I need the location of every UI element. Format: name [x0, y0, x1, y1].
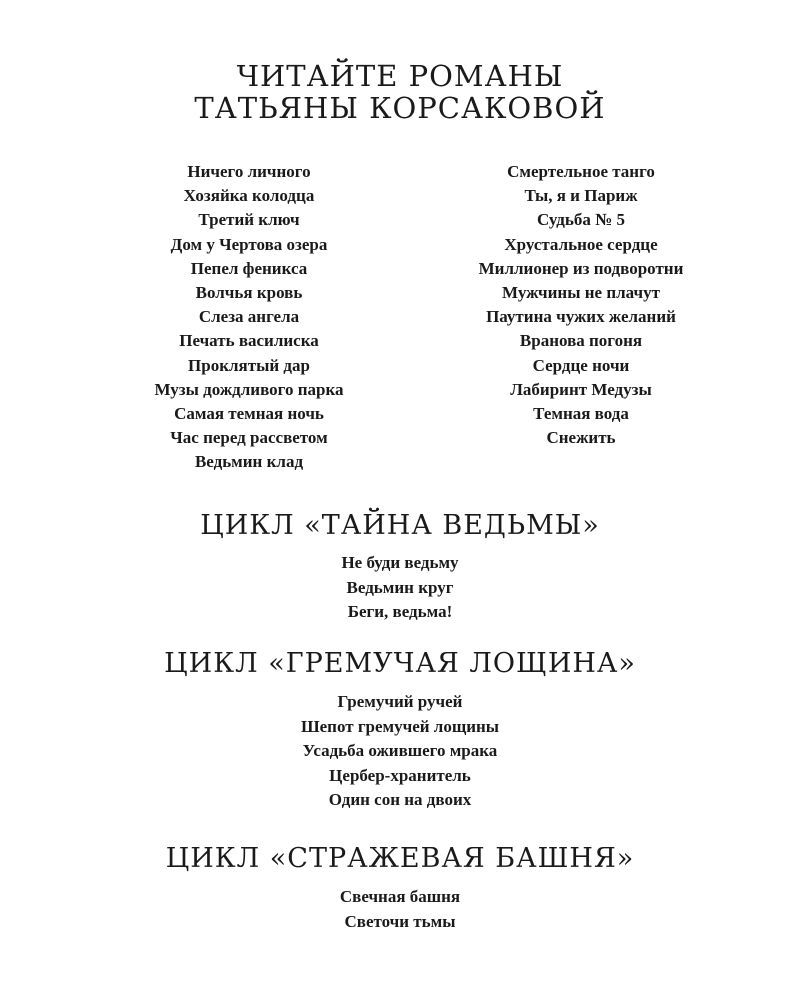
- novel-title: Судьба № 5: [537, 210, 625, 230]
- novel-title: Мужчины не плачут: [502, 283, 660, 303]
- page-title-line-2: ТАТЬЯНЫ КОРСАКОВОЙ: [194, 91, 606, 125]
- cycle-book-title: Ведьмин круг: [346, 577, 454, 597]
- cycle-book-title: Один сон на двоих: [328, 790, 472, 809]
- cycle-book-title: Шепот гремучей лощины: [300, 716, 500, 736]
- novel-title: Смертельное танго: [507, 162, 655, 181]
- novels-list-left: [79, 160, 419, 475]
- cycle-heading-rattling-hollow: ЦИКЛ «ГРЕМУЧАЯ ЛОЩИНА»: [164, 648, 636, 679]
- cycle-book-title: Свечная башня: [339, 887, 461, 906]
- cycle-book-title: Цербер-хранитель: [329, 765, 471, 785]
- novel-title: Проклятый дар: [188, 355, 310, 375]
- novel-title: Сердце ночи: [532, 355, 630, 375]
- cycle-books-guard-tower: [0, 885, 800, 934]
- novel-title: Снежить: [546, 428, 616, 448]
- cycle-books-rattling-hollow: [0, 690, 800, 813]
- novel-title: Паутина чужих желаний: [486, 307, 676, 327]
- novel-title: Ведьмин клад: [194, 452, 304, 472]
- cycle-book-title: Усадьба ожившего мрака: [302, 741, 498, 760]
- cycle-heading-witch-secret: ЦИКЛ «ТАЙНА ВЕДЬМЫ»: [200, 510, 600, 541]
- novel-title: Самая темная ночь: [174, 404, 324, 424]
- page-title: [0, 60, 800, 124]
- cycle-book-title: Не буди ведьму: [341, 553, 459, 572]
- page-title-line-1: ЧИТАЙТЕ РОМАНЫ: [236, 59, 564, 93]
- novel-title: Час перед рассветом: [170, 428, 328, 448]
- novel-title: Темная вода: [533, 404, 629, 424]
- cycle-book-title: Гремучий ручей: [337, 692, 463, 711]
- cycle-book-title: Беги, ведьма!: [347, 602, 453, 621]
- novel-title: Волчья кровь: [195, 283, 303, 303]
- novels-list-right: [411, 160, 751, 450]
- novel-title: Музы дождливого парка: [154, 379, 344, 399]
- novel-title: Пепел феникса: [190, 258, 308, 278]
- cycle-book-title: Светочи тьмы: [344, 911, 456, 931]
- novel-title: Третий ключ: [198, 210, 300, 230]
- novel-title: Слеза ангела: [198, 307, 300, 327]
- cycle-books-witch-secret: [0, 551, 800, 625]
- novel-title: Ты, я и Париж: [524, 186, 638, 206]
- novel-title: Хрустальное сердце: [504, 234, 658, 254]
- novel-title: Ничего личного: [187, 162, 311, 181]
- novel-title: Лабиринт Медузы: [510, 379, 652, 399]
- novel-title: Хозяйка колодца: [183, 186, 315, 206]
- novel-title: Вранова погоня: [519, 331, 643, 351]
- novel-title: Миллионер из подворотни: [478, 258, 684, 278]
- novel-title: Печать василиска: [179, 331, 319, 351]
- cycle-heading-guard-tower: ЦИКЛ «СТРАЖЕВАЯ БАШНЯ»: [165, 843, 635, 874]
- novel-title: Дом у Чертова озера: [170, 234, 328, 254]
